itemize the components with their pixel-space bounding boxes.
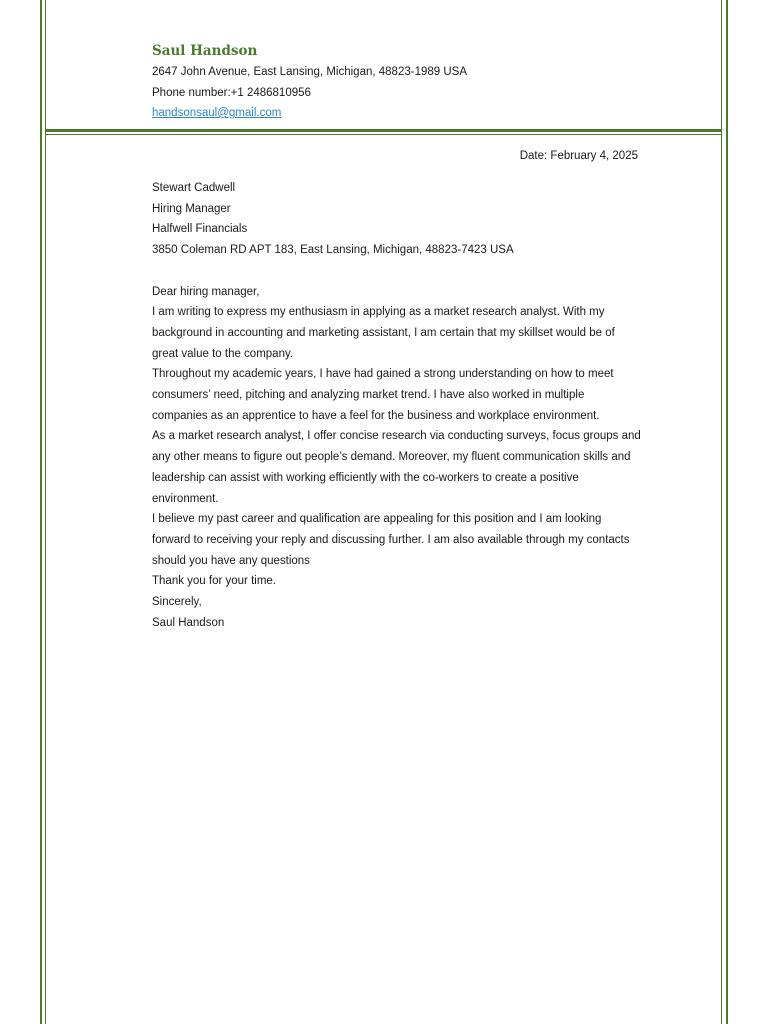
header-divider-thin	[46, 134, 721, 135]
recipient-name: Stewart Cadwell	[152, 182, 236, 194]
body-paragraph: Throughout my academic years, I have had gained a strong understanding on how to meet consumers’ need, pitching and analyzing market trend. I have also worked in multiple companies as an apprentice to have a feel for the business and workplace environment.	[152, 368, 614, 422]
letter-body	[152, 178, 642, 633]
recipient-address: 3850 Coleman RD APT 183, East Lansing, Michigan, 48823-7423 USA	[152, 244, 514, 257]
recipient-title: Hiring Manager	[152, 202, 231, 215]
sender-phone: Phone number:+1 2486810956	[152, 86, 311, 99]
body-paragraph: Thank you for your time.	[152, 575, 276, 588]
letter-date: Date: February 4, 2025	[519, 150, 638, 162]
body-paragraph: I believe my past career and qualification are appealing for this position and I am looking forward to receiving your reply and discussing further. I am also available through my contacts should you have any questions	[152, 513, 630, 567]
letter-header	[152, 40, 672, 124]
right-border-inner	[721, 0, 722, 1024]
sender-name: Saul Handson	[152, 43, 258, 59]
recipient-company: Halfwell Financials	[152, 223, 248, 236]
recipient-block	[152, 178, 642, 261]
left-border-inner	[45, 0, 46, 1024]
left-border-outer	[40, 0, 42, 1024]
right-border-outer	[726, 0, 728, 1024]
sender-email-link[interactable]: handsonsaul@gmail.com	[152, 107, 282, 119]
signature: Saul Handson	[152, 616, 225, 629]
sender-address: 2647 John Avenue, East Lansing, Michigan, 48823-1989 USA	[152, 66, 467, 78]
header-divider-thick	[46, 129, 721, 132]
closing: Sincerely,	[152, 596, 202, 609]
salutation: Dear hiring manager,	[152, 285, 260, 298]
body-paragraph: I am writing to express my enthusiasm in applying as a market research analyst. With my background in accounting and marketing assistant, I am certain that my skillset would be of great value to the company.	[152, 306, 615, 360]
body-paragraph: As a market research analyst, I offer concise research via conducting surveys, focus groups and any other means to figure out people’s demand. Moreover, my fluent communication skills and leadership can assist with working efficiently with the co-workers to create a positive environment.	[152, 430, 641, 505]
